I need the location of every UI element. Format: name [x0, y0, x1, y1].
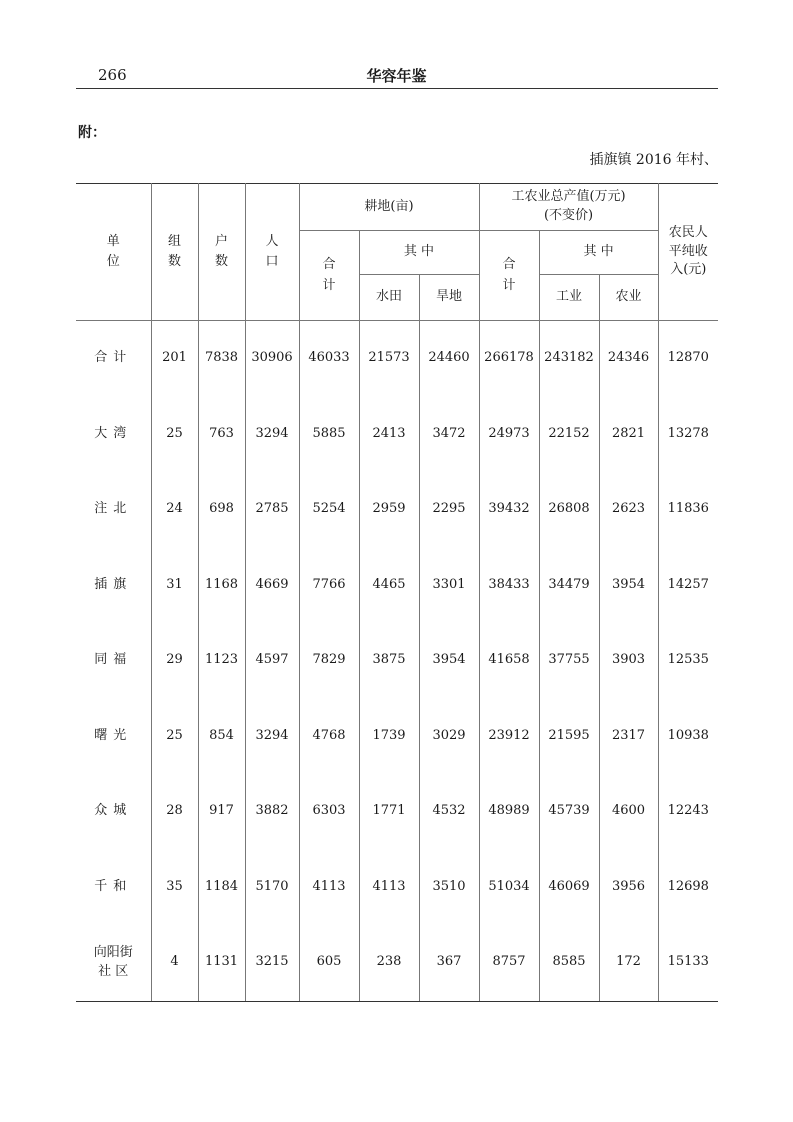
- cell-income: 12870: [658, 321, 718, 397]
- table-row: [76, 321, 718, 397]
- cell-households: 854: [198, 699, 245, 775]
- row-name: 插旗: [94, 576, 133, 592]
- header-groups: 组数: [151, 184, 198, 321]
- cell-paddy: 2959: [359, 472, 419, 548]
- cell-industry: 8585: [539, 925, 599, 1001]
- table-caption: 插旗镇 2016 年村、: [589, 152, 718, 168]
- cell-dryland: 2295: [419, 472, 479, 548]
- cell-industry: 46069: [539, 850, 599, 926]
- row-name-line2: 社 区: [98, 963, 129, 979]
- cell-industry: 37755: [539, 623, 599, 699]
- row-name: 大湾: [94, 425, 133, 441]
- header-farmland-total: 合计: [299, 231, 359, 321]
- row-name: 千和: [94, 878, 133, 894]
- header-output-line1: 工农业总产值(万元): [511, 189, 626, 205]
- cell-population: 4597: [245, 623, 299, 699]
- header-output-line2: (不变价): [543, 208, 594, 223]
- header-population: 人口: [245, 184, 299, 321]
- page-number: 266: [98, 66, 127, 84]
- cell-paddy: 238: [359, 925, 419, 1001]
- village-statistics-table: [76, 183, 718, 1002]
- cell-output-total: 8757: [479, 925, 539, 1001]
- cell-income: 13278: [658, 397, 718, 473]
- row-name: 众城: [94, 803, 133, 819]
- cell-industry: 243182: [539, 321, 599, 397]
- cell-households: 1168: [198, 548, 245, 624]
- cell-paddy: 4113: [359, 850, 419, 926]
- cell-industry: 26808: [539, 472, 599, 548]
- cell-agriculture: 3903: [599, 623, 658, 699]
- cell-population: 30906: [245, 321, 299, 397]
- cell-land-total: 6303: [299, 774, 359, 850]
- cell-population: 4669: [245, 548, 299, 624]
- cell-population: 3215: [245, 925, 299, 1001]
- cell-households: 917: [198, 774, 245, 850]
- cell-households: 1131: [198, 925, 245, 1001]
- cell-groups: 25: [151, 397, 198, 473]
- header-output-total: 合计: [479, 231, 539, 321]
- cell-groups: 31: [151, 548, 198, 624]
- row-name: [76, 925, 151, 1001]
- cell-agriculture: 2821: [599, 397, 658, 473]
- header-rule: [76, 88, 718, 89]
- cell-paddy: 4465: [359, 548, 419, 624]
- cell-land-total: 4113: [299, 850, 359, 926]
- cell-income: 11836: [658, 472, 718, 548]
- cell-land-total: 46033: [299, 321, 359, 397]
- header-industry: 工业: [539, 275, 599, 321]
- cell-output-total: 48989: [479, 774, 539, 850]
- cell-paddy: 2413: [359, 397, 419, 473]
- cell-industry: 21595: [539, 699, 599, 775]
- cell-groups: 29: [151, 623, 198, 699]
- header-farmland: 耕地(亩): [299, 184, 479, 231]
- row-name: 注北: [94, 501, 133, 517]
- cell-households: 7838: [198, 321, 245, 397]
- table-header: [76, 184, 718, 321]
- cell-income: 12698: [658, 850, 718, 926]
- cell-output-total: 24973: [479, 397, 539, 473]
- cell-population: 3294: [245, 699, 299, 775]
- header-unit: 单位: [76, 184, 151, 321]
- cell-output-total: 41658: [479, 623, 539, 699]
- cell-agriculture: 3954: [599, 548, 658, 624]
- cell-income: 15133: [658, 925, 718, 1001]
- cell-dryland: 24460: [419, 321, 479, 397]
- row-name-line1: 向阳街: [93, 944, 133, 960]
- row-name: 曙光: [94, 727, 133, 743]
- cell-agriculture: 24346: [599, 321, 658, 397]
- cell-agriculture: 172: [599, 925, 658, 1001]
- header-income-line2: 平纯收: [668, 243, 708, 259]
- cell-dryland: 3510: [419, 850, 479, 926]
- cell-industry: 22152: [539, 397, 599, 473]
- cell-population: 2785: [245, 472, 299, 548]
- table-row: [76, 774, 718, 850]
- cell-households: 1184: [198, 850, 245, 926]
- header-output: [479, 184, 658, 231]
- cell-dryland: 3301: [419, 548, 479, 624]
- cell-dryland: 3029: [419, 699, 479, 775]
- cell-groups: 25: [151, 699, 198, 775]
- table-row: [76, 397, 718, 473]
- header-households: 户数: [198, 184, 245, 321]
- cell-households: 1123: [198, 623, 245, 699]
- cell-output-total: 23912: [479, 699, 539, 775]
- book-title: 华容年鉴: [366, 67, 427, 85]
- cell-paddy: 3875: [359, 623, 419, 699]
- cell-industry: 34479: [539, 548, 599, 624]
- cell-land-total: 4768: [299, 699, 359, 775]
- cell-agriculture: 3956: [599, 850, 658, 926]
- header-agriculture: 农业: [599, 275, 658, 321]
- cell-land-total: 7766: [299, 548, 359, 624]
- cell-households: 763: [198, 397, 245, 473]
- cell-dryland: 3472: [419, 397, 479, 473]
- header-paddy: 水田: [359, 275, 419, 321]
- cell-agriculture: 4600: [599, 774, 658, 850]
- cell-industry: 45739: [539, 774, 599, 850]
- cell-income: 12535: [658, 623, 718, 699]
- cell-households: 698: [198, 472, 245, 548]
- row-name: 同福: [94, 652, 133, 668]
- cell-output-total: 38433: [479, 548, 539, 624]
- header-dryland: 旱地: [419, 275, 479, 321]
- header-income-line3: 入(元): [670, 262, 707, 278]
- appendix-label: 附：: [78, 125, 106, 141]
- cell-dryland: 3954: [419, 623, 479, 699]
- cell-agriculture: 2623: [599, 472, 658, 548]
- cell-dryland: 367: [419, 925, 479, 1001]
- cell-output-total: 51034: [479, 850, 539, 926]
- cell-groups: 201: [151, 321, 198, 397]
- header-farmland-of-which: 其 中: [359, 231, 479, 275]
- cell-groups: 28: [151, 774, 198, 850]
- cell-land-total: 605: [299, 925, 359, 1001]
- cell-agriculture: 2317: [599, 699, 658, 775]
- header-output-of-which: 其 中: [539, 231, 658, 275]
- cell-income: 10938: [658, 699, 718, 775]
- table-row: [76, 623, 718, 699]
- cell-population: 5170: [245, 850, 299, 926]
- table-row: [76, 472, 718, 548]
- cell-paddy: 1739: [359, 699, 419, 775]
- cell-paddy: 21573: [359, 321, 419, 397]
- cell-groups: 4: [151, 925, 198, 1001]
- cell-income: 14257: [658, 548, 718, 624]
- table-row: [76, 699, 718, 775]
- cell-population: 3882: [245, 774, 299, 850]
- cell-land-total: 7829: [299, 623, 359, 699]
- cell-dryland: 4532: [419, 774, 479, 850]
- table-row: [76, 548, 718, 624]
- cell-population: 3294: [245, 397, 299, 473]
- cell-output-total: 39432: [479, 472, 539, 548]
- cell-land-total: 5885: [299, 397, 359, 473]
- cell-income: 12243: [658, 774, 718, 850]
- cell-land-total: 5254: [299, 472, 359, 548]
- table-row: [76, 850, 718, 926]
- header-income: [658, 184, 718, 321]
- row-name: 合计: [94, 350, 133, 366]
- cell-groups: 35: [151, 850, 198, 926]
- cell-paddy: 1771: [359, 774, 419, 850]
- cell-groups: 24: [151, 472, 198, 548]
- header-income-line1: 农民人: [668, 224, 708, 240]
- table-body: [76, 321, 718, 1002]
- table-row: [76, 925, 718, 1001]
- cell-output-total: 266178: [479, 321, 539, 397]
